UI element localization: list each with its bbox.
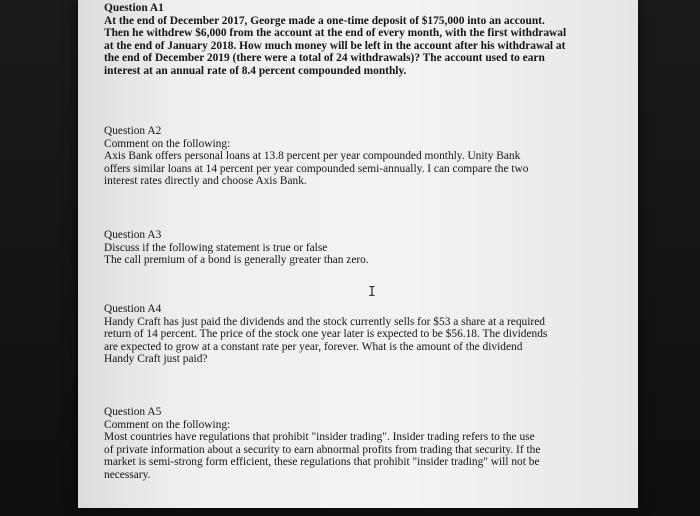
question-a3: [104, 229, 604, 267]
question-text-line: interest rates directly and choose Axis Bank.: [104, 175, 307, 188]
question-text-line: market is semi-strong form efficient, these regulations that prohibit "insider trading" will not be: [104, 456, 540, 469]
question-text-line: offers similar loans at 14 percent per year compounded semi-annually. I can compare the two: [104, 162, 529, 175]
question-text-line: are expected to grow at a constant rate per year, forever. What is the amount of the dividend: [104, 340, 523, 353]
question-text-line: the end of December 2019 (there were a total of 24 withdrawals)? The account used to earn: [104, 52, 545, 65]
question-text-line: Then he withdrew $6,000 from the account at the end of every month, with the first withdrawal: [104, 27, 567, 40]
question-a2: [104, 125, 604, 188]
question-title: Question A5: [104, 406, 162, 418]
text-cursor-icon: I: [368, 285, 376, 300]
question-text-line: Comment on the following:: [104, 137, 231, 150]
question-text-line: Handy Craft just paid?: [104, 353, 208, 366]
question-text-line: necessary.: [104, 468, 151, 481]
question-text-line: Handy Craft has just paid the dividends and the stock currently sells for $53 a share at a required: [104, 315, 545, 328]
question-text-line: Comment on the following:: [104, 418, 231, 431]
question-text-line: At the end of December 2017, George made a one-time deposit of $175,000 into an account.: [104, 14, 545, 27]
question-title: Question A3: [104, 229, 162, 241]
question-text-line: Discuss if the following statement is true or false: [104, 241, 328, 254]
question-a4: [104, 303, 604, 366]
question-title: Question A4: [104, 303, 162, 315]
question-title: Question A1: [104, 2, 164, 14]
question-a1: [104, 2, 604, 78]
question-text-line: Axis Bank offers personal loans at 13.8 percent per year compounded monthly. Unity Bank: [104, 150, 521, 163]
question-title: Question A2: [104, 125, 162, 137]
question-text-line: interest at an annual rate of 8.4 percent compounded monthly.: [104, 64, 407, 77]
question-text-line: return of 14 percent. The price of the stock one year later is expected to be $56.18. The dividends: [104, 328, 548, 341]
question-a5: [104, 406, 604, 482]
question-text-line: of private information about a security to earn abnormal profits from trading that security. If the: [104, 443, 541, 456]
question-text-line: at the end of January 2018. How much money will be left in the account after his withdrawal at: [104, 39, 566, 52]
question-text-line: The call premium of a bond is generally greater than zero.: [104, 254, 369, 267]
question-text-line: Most countries have regulations that prohibit "insider trading". Insider trading refers to the use: [104, 431, 535, 444]
